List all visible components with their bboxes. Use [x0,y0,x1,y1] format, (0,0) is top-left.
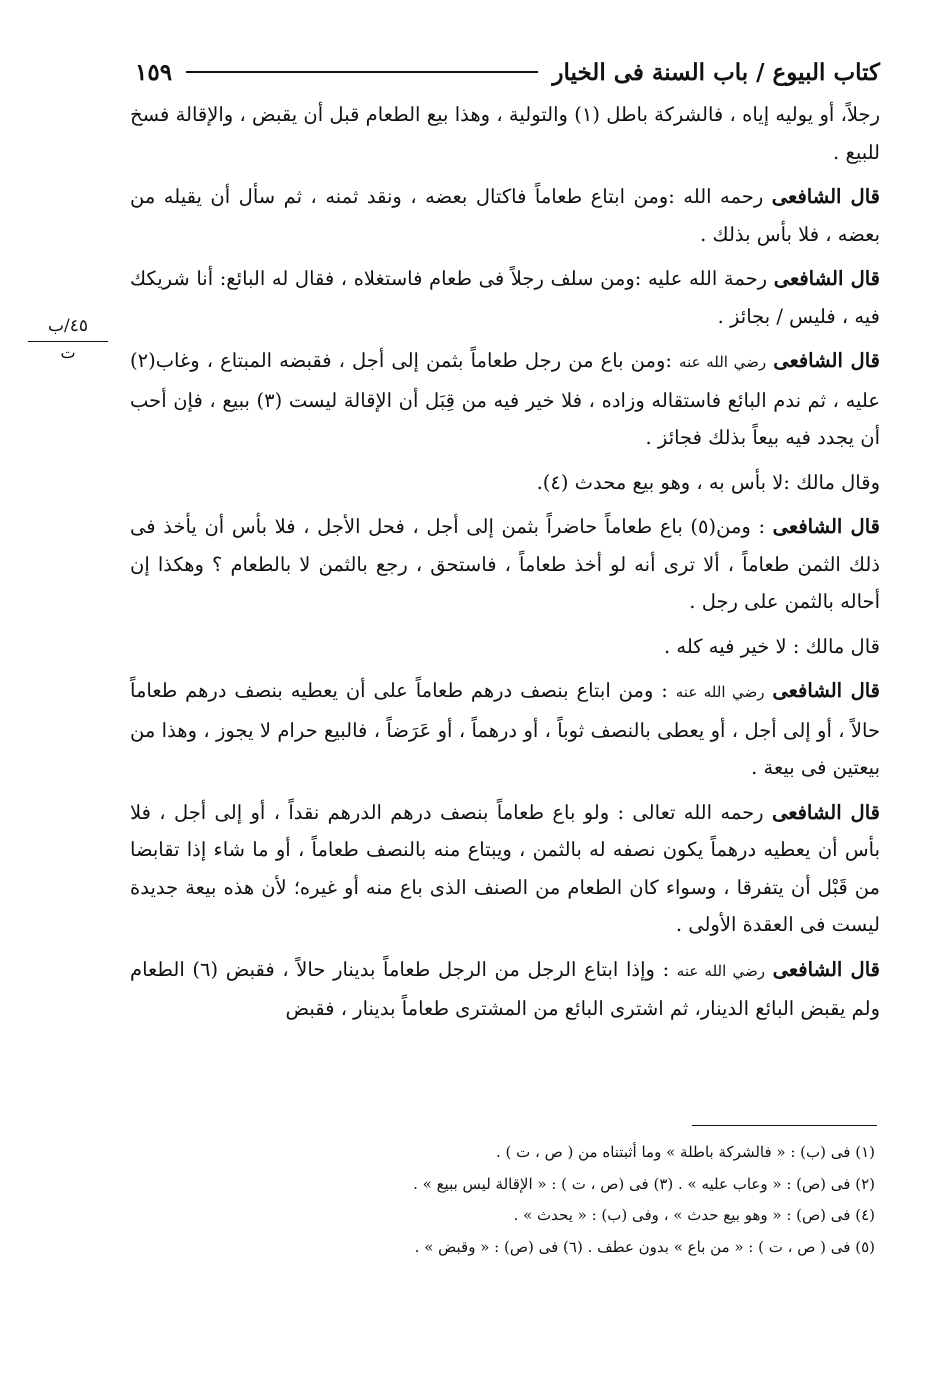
running-title: كتاب البيوع / باب السنة فى الخيار [552,58,880,86]
paragraph-7 [130,628,880,666]
paragraph-8 [130,672,880,787]
paragraph-text: : ومن ابتاع بنصف درهم طعاماً على أن يعطيه بنصف درهم طعاماً حالاً ، أو إلى أجل ، أو يعطى بالنصف ثوباً ، أو درهماً ، أو عَرَضاً ، فالبيع حرام لا يجوز ، وهذا من بيعتين فى بيعة . [130,679,880,779]
paragraph-text: رحمة الله عليه :ومن سلف رجلاً فى طعام فاستغلاه ، فقال له البائع: أنا شريكك فيه ، فليس / بجائز . [130,267,880,328]
paragraph-4 [130,342,880,457]
main-text [130,96,880,1035]
footnote-line: (٤) فى (ص) : « وهو بيع حدث » ، وفى (ب) : « يحدث » . [513,1206,875,1224]
speaker-name: قال الشافعى [771,185,880,208]
manuscript-folio-note [28,314,108,362]
paragraph-6 [130,508,880,621]
footnotes [130,1137,875,1263]
footnote-line: (١) فى (ب) : « فالشركة باطلة » وما أثبتناه من ( ص ، ت ) . [495,1143,875,1161]
paragraph-text: قال مالك : لا خير فيه كله . [663,634,880,658]
page-header [135,52,880,92]
speaker-name: قال الشافعى [773,349,880,372]
speaker-name: قال الشافعى [772,679,880,702]
footnote-line: (٢) فى (ص) : « وعاب عليه » . (٣) فى (ص ، ت ) : « الإقالة ليس ببيع » . [413,1174,875,1193]
paragraph-5 [130,464,880,502]
paragraph-text: : وإذا ابتاع الرجل من الرجل طعاماً بدينار حالاً ، فقبض (٦) الطعام ولم يقبض البائع الدينار، ثم اشترى البائع من المشترى طعاماً بدينار ، فقبض [130,957,880,1020]
paragraph-1 [130,96,880,171]
folio-marker: ٤٥/ب [48,316,88,336]
speaker-name: قال الشافعى [773,267,880,290]
manuscript-siglum: ت [60,343,76,362]
header-rule [186,71,538,73]
paragraph-text: رحمه الله تعالى : ولو باع طعاماً بنصف درهم الدرهم نقداً ، أو إلى أجل ، فلا بأس أن يعطيه درهماً يكون نصفه له بالثمن ، ويبتاع منه بالنصف طعاماً ، أو ما شاء إذا تقابضا من قَبْل أن يتفرقا ، وسواء كان الطعام من الصنف الذى باع منه أو غيره؛ لأن هذه بيعة جديدة ليست فى العقدة الأولى . [130,800,880,936]
speaker-name: قال الشافعى [772,515,880,538]
paragraph-text: رحمه الله :ومن ابتاع طعاماً فاكتال بعضه ، ونقد ثمنه ، ثم سأل أن يقيله من بعضه ، فلا بأس بذلك . [130,185,880,246]
footnote-separator [692,1125,877,1126]
blessing-glyph: رضي الله عنه [675,683,765,701]
folio-rule [28,341,108,342]
paragraph-text: وقال مالك :لا بأس به ، وهو بيع محدث (٤). [536,470,880,494]
page-number: ١٥٩ [135,58,173,86]
speaker-name: قال الشافعى [772,957,880,981]
paragraph-2 [130,178,880,253]
footnote-line: (٥) فى ( ص ، ت ) : « من باع » بدون عطف . (٦) فى (ص) : « وقبض » . [414,1237,875,1256]
paragraph-text: رجلاً، أو يوليه إياه ، فالشركة باطل (١) والتولية ، وهذا بيع الطعام قبل أن يقبض ، والإقالة فسخ للبيع . [130,103,880,164]
paragraph-10 [130,951,880,1028]
paragraph-9 [130,794,880,944]
blessing-glyph: رضي الله عنه [679,353,767,371]
speaker-name: قال الشافعى [771,800,880,824]
paragraph-text: : ومن(٥) باع طعاماً حاضراً بثمن إلى أجل ، فحل الأجل ، فلا بأس أن يأخذ فى ذلك الثمن طعاماً ، ألا ترى أنه لو أخذ طعاماً ، فاستحق ، رجع بالثمن لا بالطعام ؟ وهكذا إن أحاله بالثمن على رجل . [130,515,880,613]
paragraph-3 [130,260,880,335]
paragraph-text: :ومن باع من رجل طعاماً بثمن إلى أجل ، فقبضه المبتاع ، وغاب(٢) عليه ، ثم ندم البائع فاستقاله وزاده ، فلا خير فيه من قِبَل أن الإقالة ليست (٣) ببيع ، فإن أحب أن يجدد فيه بيعاً بذلك فجائز . [130,349,880,449]
blessing-glyph: رضي الله عنه [676,961,765,980]
